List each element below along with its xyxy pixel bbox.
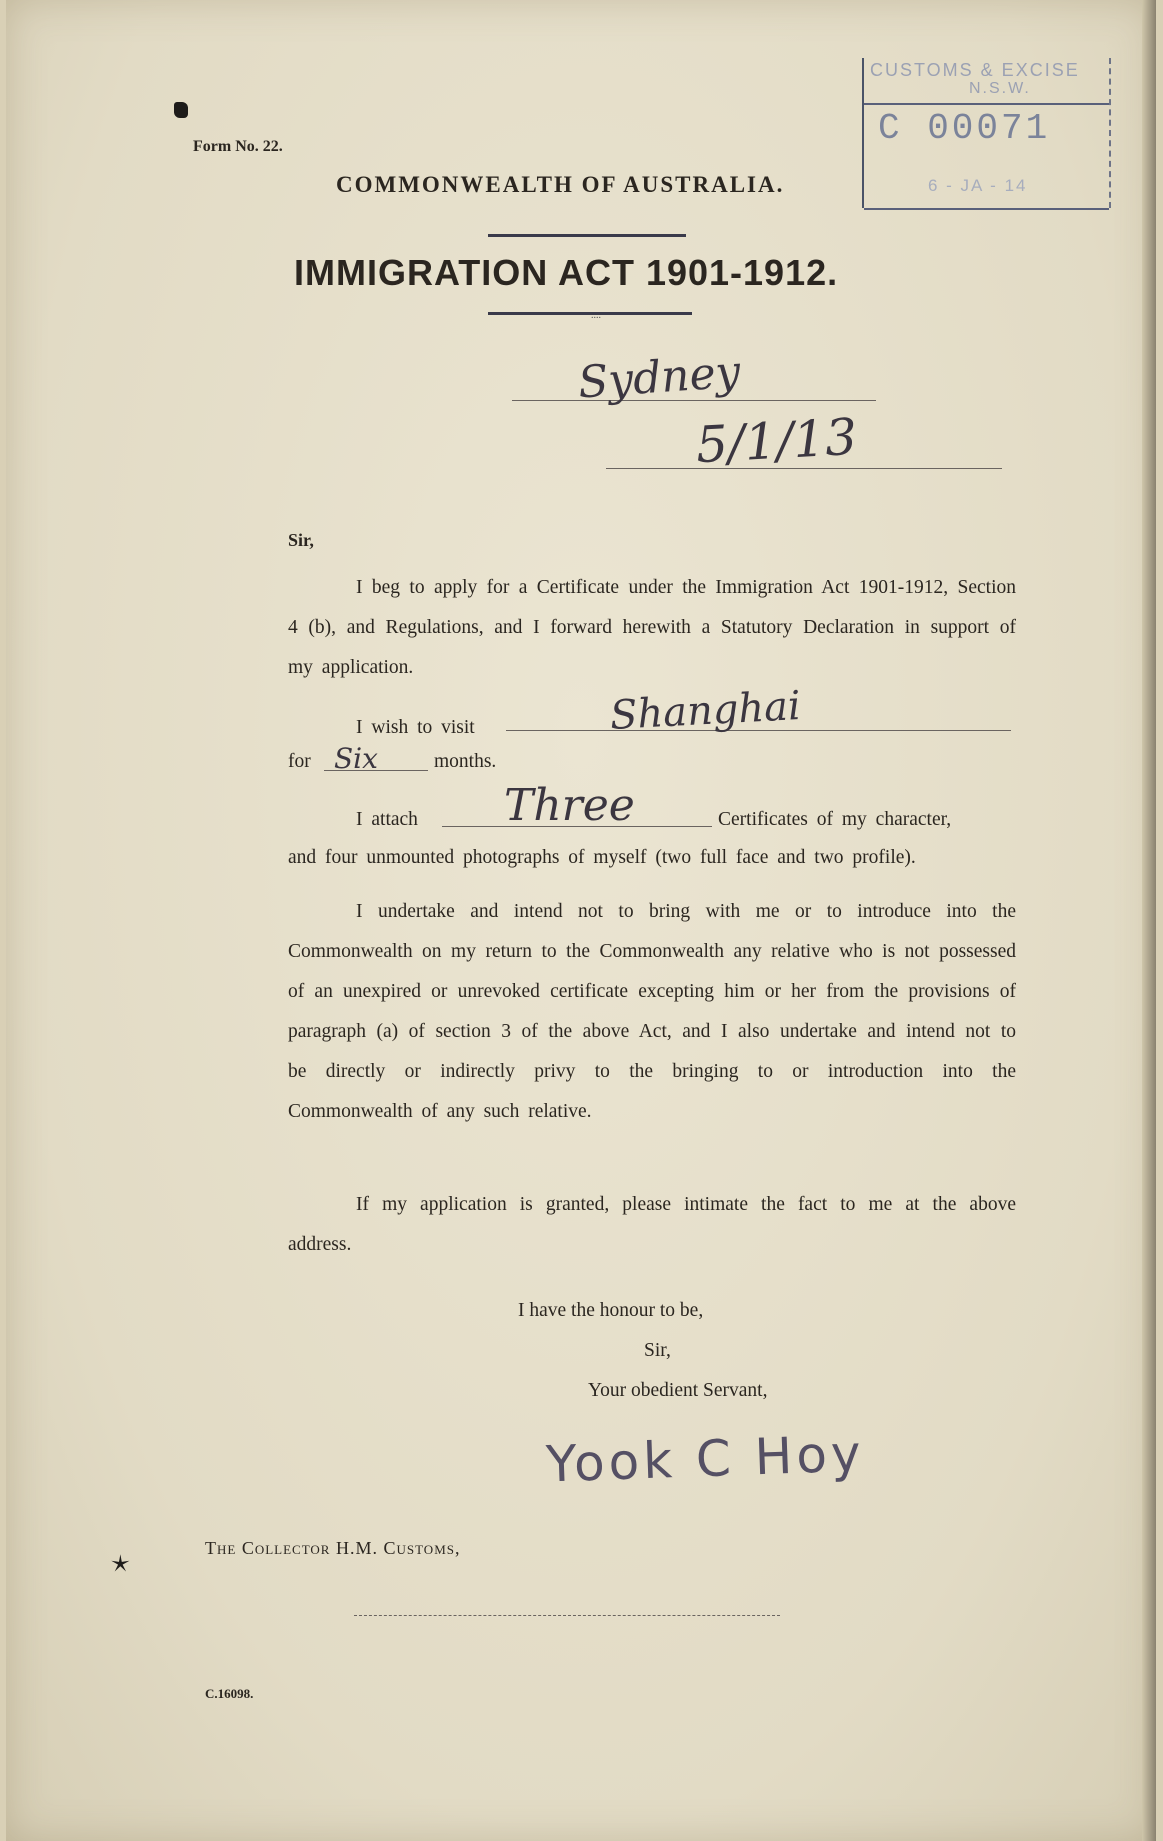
- page-edge: [1142, 0, 1156, 1841]
- undertaking-paragraph: I undertake and intend not to bring with me or to introduce into the Commonwealth on my return to the Commonwealth any relative who is not possessed of an unexpired or unrevoked certificate excepting him or her from the provisions of paragraph (a) of section 3 of the above Act, and I also undertake and intend not to be directly or indirectly privy to the bringing to or introduction into the Commonwealth of any such relative.: [288, 901, 1016, 1122]
- stamp-line2: N.S.W.: [969, 80, 1031, 97]
- stamp-date: 6 - JA - 14: [928, 176, 1028, 195]
- ink-mark: 🟉: [110, 1549, 131, 1578]
- stamp-divider: [864, 208, 1109, 210]
- title-rule-bottom: [488, 312, 692, 315]
- stamp-number: C 00071: [878, 108, 1051, 149]
- closing-honour: I have the honour to be,: [518, 1300, 704, 1321]
- signature: Yook C Hoy: [545, 1424, 866, 1494]
- act-title: IMMIGRATION ACT 1901-1912.: [294, 252, 839, 293]
- months-suffix: months.: [434, 751, 497, 772]
- document-sheet: [6, 0, 1156, 1841]
- handwritten-place: Sydney: [576, 346, 742, 409]
- closing-servant: Your obedient Servant,: [588, 1380, 768, 1401]
- addressee-line: [354, 1615, 780, 1616]
- title-rule-top: [488, 234, 686, 237]
- handwritten-date: 5/1/13: [694, 407, 859, 475]
- dots: ....: [591, 310, 601, 321]
- application-paragraph: I beg to apply for a Certificate under the Immigration Act 1901-1912, Section 4 (b), and Regulations, and I forward herewith a Statutory Declaration in support of my application.: [288, 577, 1016, 678]
- handwritten-certificates: Three: [504, 780, 635, 831]
- attach-suffix: Certificates of my character,: [718, 809, 952, 830]
- visit-prefix: I wish to visit: [356, 717, 475, 738]
- ink-mark: [174, 102, 188, 118]
- handwritten-months: Six: [334, 742, 378, 775]
- addressee: The Collector H.M. Customs,: [205, 1538, 461, 1558]
- attach-line2: and four unmounted photographs of myself (two full face and two profile).: [288, 847, 916, 868]
- form-number: Form No. 22.: [193, 138, 283, 155]
- commonwealth-heading: COMMONWEALTH OF AUSTRALIA.: [336, 172, 785, 197]
- attach-prefix: I attach: [356, 809, 418, 830]
- granted-paragraph: If my application is granted, please intimate the fact to me at the above address.: [288, 1194, 1016, 1255]
- salutation: Sir,: [288, 530, 314, 550]
- stamp-divider: [864, 103, 1109, 105]
- closing-sir: Sir,: [644, 1340, 671, 1361]
- handwritten-destination: Shanghai: [608, 683, 802, 739]
- stamp-line1: CUSTOMS & EXCISE: [870, 60, 1080, 80]
- form-code: C.16098.: [205, 1686, 254, 1701]
- for-prefix: for: [288, 751, 311, 772]
- customs-stamp: [862, 58, 1111, 208]
